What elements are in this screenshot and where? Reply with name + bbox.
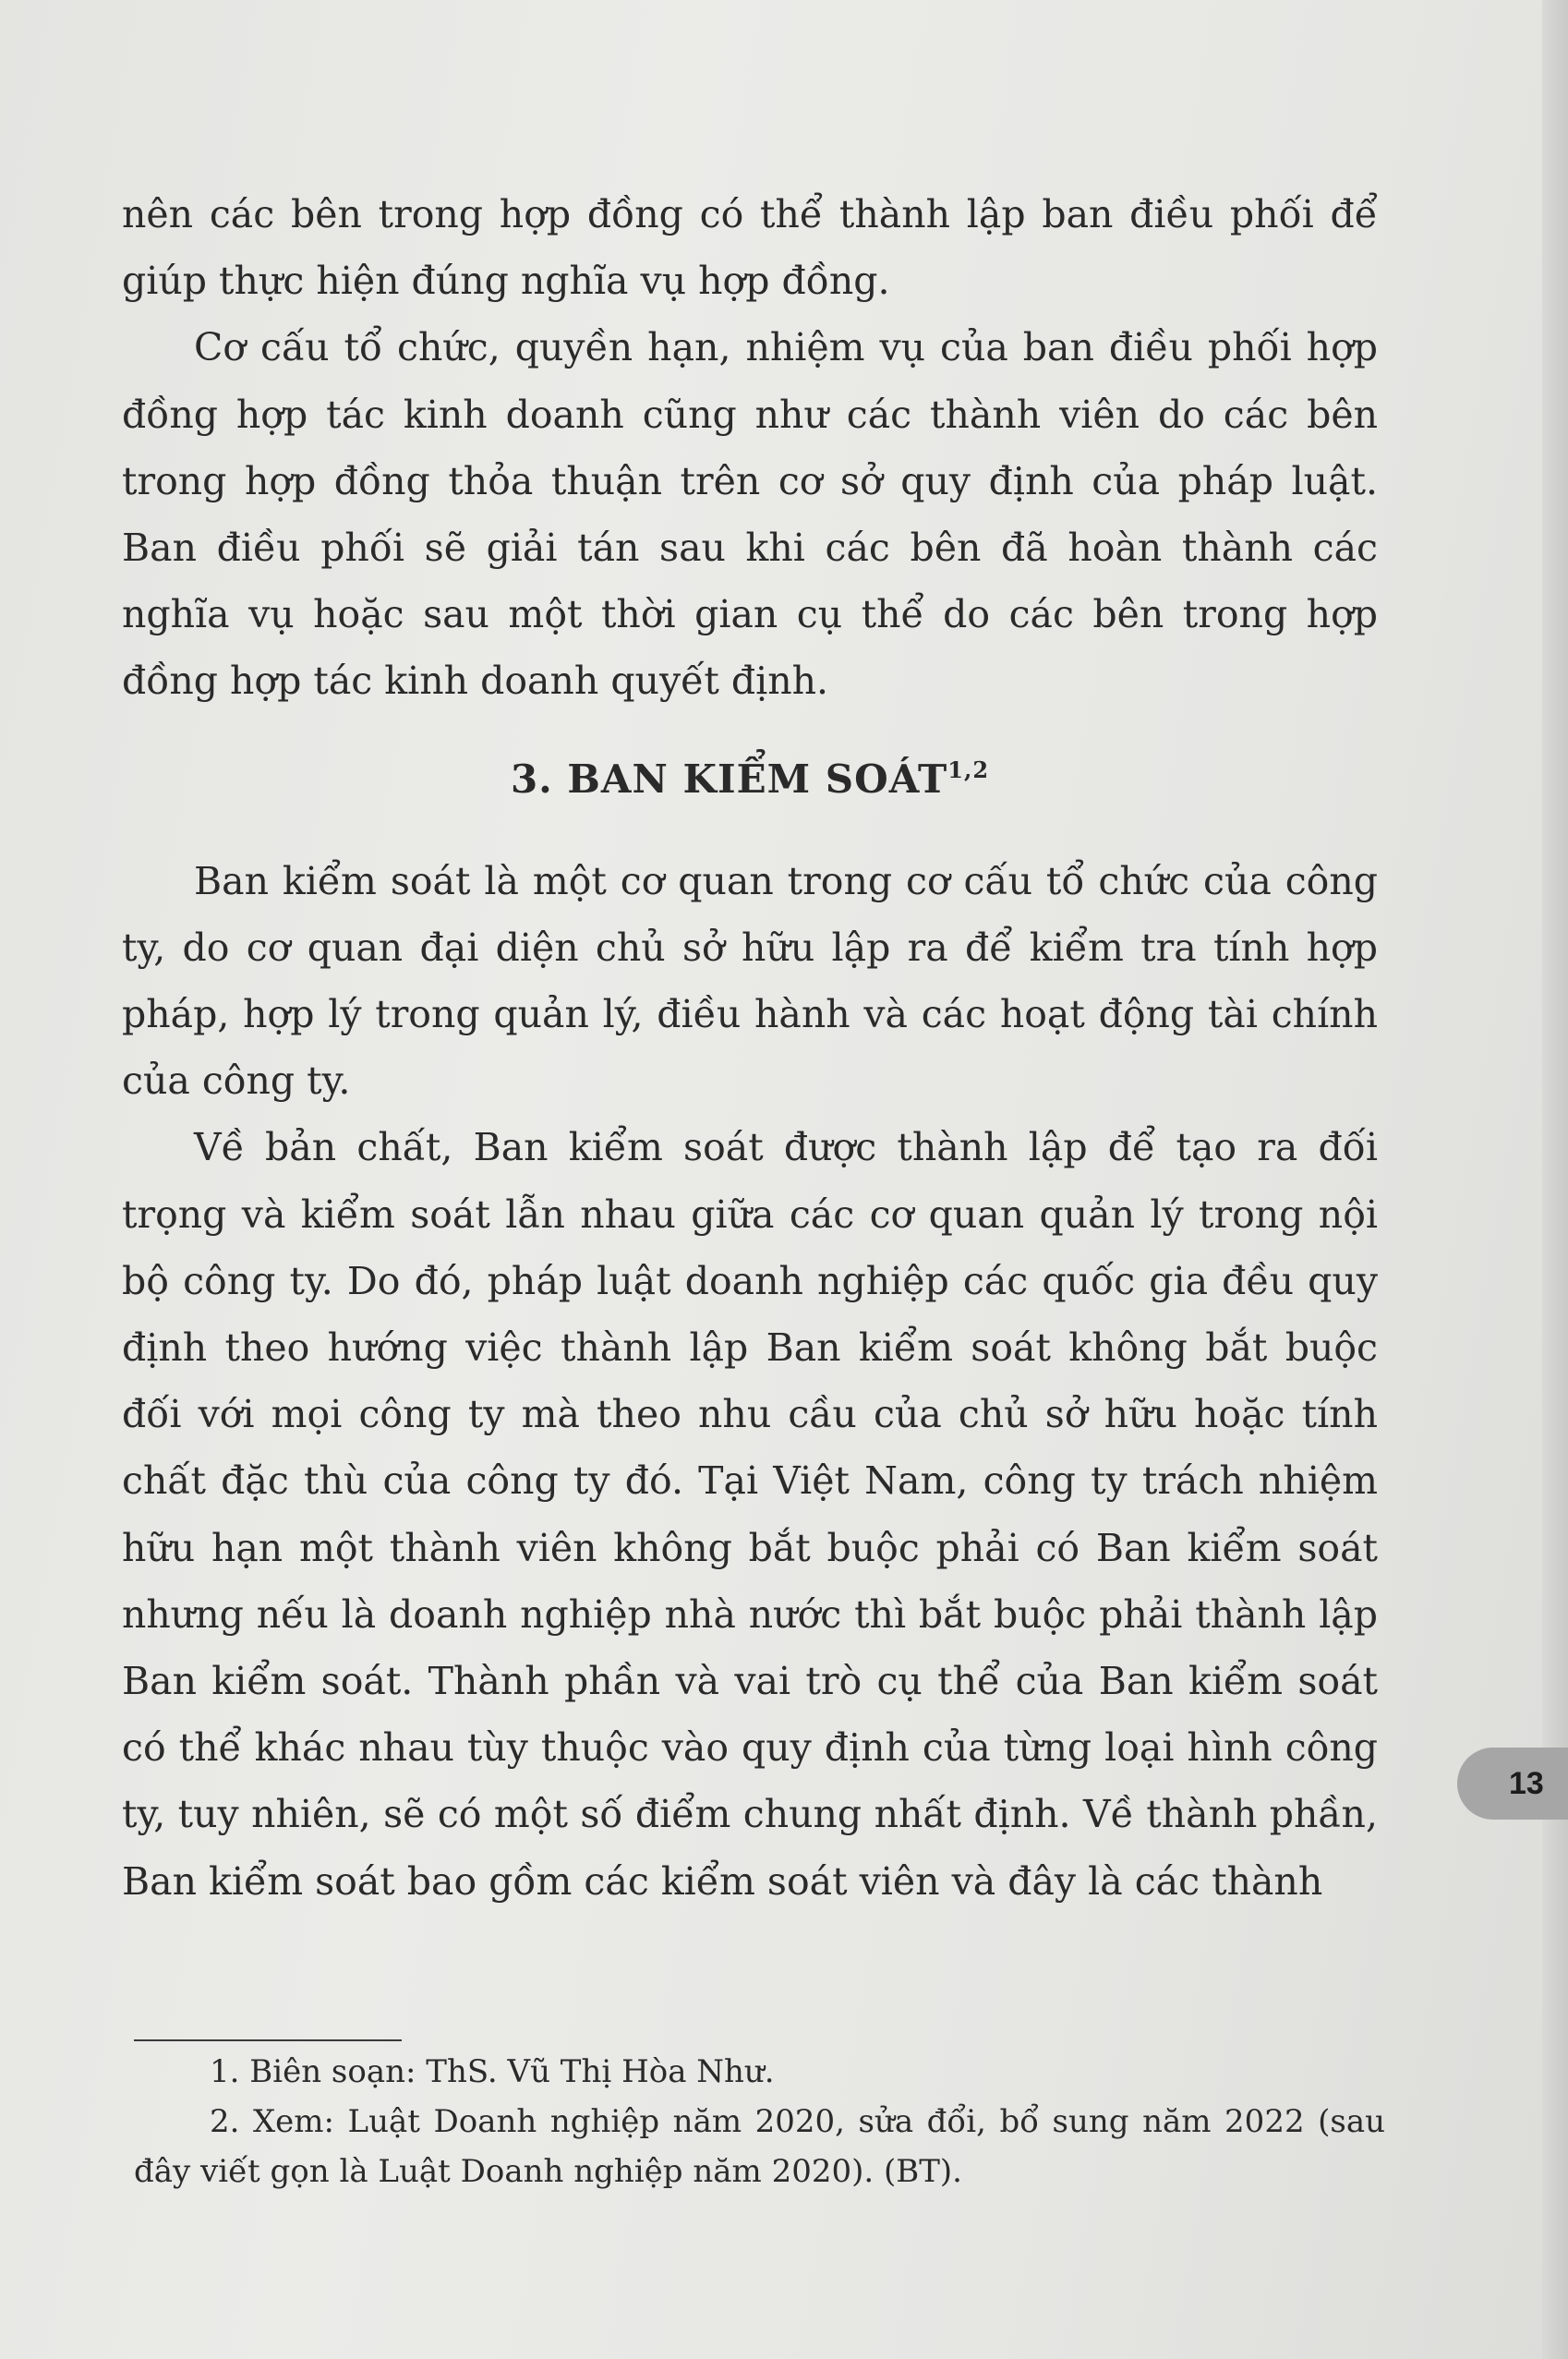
footnote-1: 1. Biên soạn: ThS. Vũ Thị Hòa Như. xyxy=(210,2053,775,2090)
section-heading xyxy=(122,746,1378,813)
body-text xyxy=(122,181,1378,1915)
footnotes xyxy=(134,2047,1385,2196)
section-heading-text: 3. BAN KIỂM SOÁT xyxy=(510,756,948,802)
page-number: 13 xyxy=(1509,1766,1544,1801)
paragraph-definition: Ban kiểm soát là một cơ quan trong cơ cấu tổ chức của công ty, do cơ quan đại diện chủ sở hữu lập ra để kiểm tra tính hợp pháp, hợp lý trong quản lý, điều hành và các hoạt động tài chính của công ty. xyxy=(122,858,1378,1104)
footnote-2: 2. Xem: Luật Doanh nghiệp năm 2020, sửa đổi, bổ sung năm 2022 (sau đây viết gọn là Luật Doanh nghiệp năm 2020). (BT). xyxy=(134,2103,1385,2190)
paragraph-coordination-board: Cơ cấu tổ chức, quyền hạn, nhiệm vụ của ban điều phối hợp đồng hợp tác kinh doanh cũng như các thành viên do các bên trong hợp đồng thỏa thuận trên cơ sở quy định của pháp luật. Ban điều phối sẽ giải tán sau khi các bên đã hoàn thành các nghĩa vụ hoặc sau một thời gian cụ thể do các bên trong hợp đồng hợp tác kinh doanh quyết định. xyxy=(122,325,1378,704)
heading-footnote-marks: 1,2 xyxy=(947,756,990,783)
page-edge xyxy=(1542,0,1568,2359)
footnote-divider xyxy=(134,2039,402,2041)
paragraph-continued: nên các bên trong hợp đồng có thể thành lập ban điều phối để giúp thực hiện đúng nghĩa vụ hợp đồng. xyxy=(122,192,1378,304)
paragraph-nature: Về bản chất, Ban kiểm soát được thành lập để tạo ra đối trọng và kiểm soát lẫn nhau giữa các cơ quan quản lý trong nội bộ công ty. Do đó, pháp luật doanh nghiệp các quốc gia đều quy định theo hướng việc thành lập Ban kiểm soát không bắt buộc đối với mọi công ty mà theo nhu cầu của chủ sở hữu hoặc tính chất đặc thù của công ty đó. Tại Việt Nam, công ty trách nhiệm hữu hạn một thành viên không bắt buộc phải có Ban kiểm soát nhưng nếu là doanh nghiệp nhà nước thì bắt buộc phải thành lập Ban kiểm soát. Thành phần và vai trò cụ thể của Ban kiểm soát có thể khác nhau tùy thuộc vào quy định của từng loại hình công ty, tuy nhiên, sẽ có một số điểm chung nhất định. Về thành phần, Ban kiểm soát bao gồm các kiểm soát viên và đây là các thành xyxy=(122,1125,1378,1904)
page-number-tab xyxy=(1457,1748,1568,1820)
